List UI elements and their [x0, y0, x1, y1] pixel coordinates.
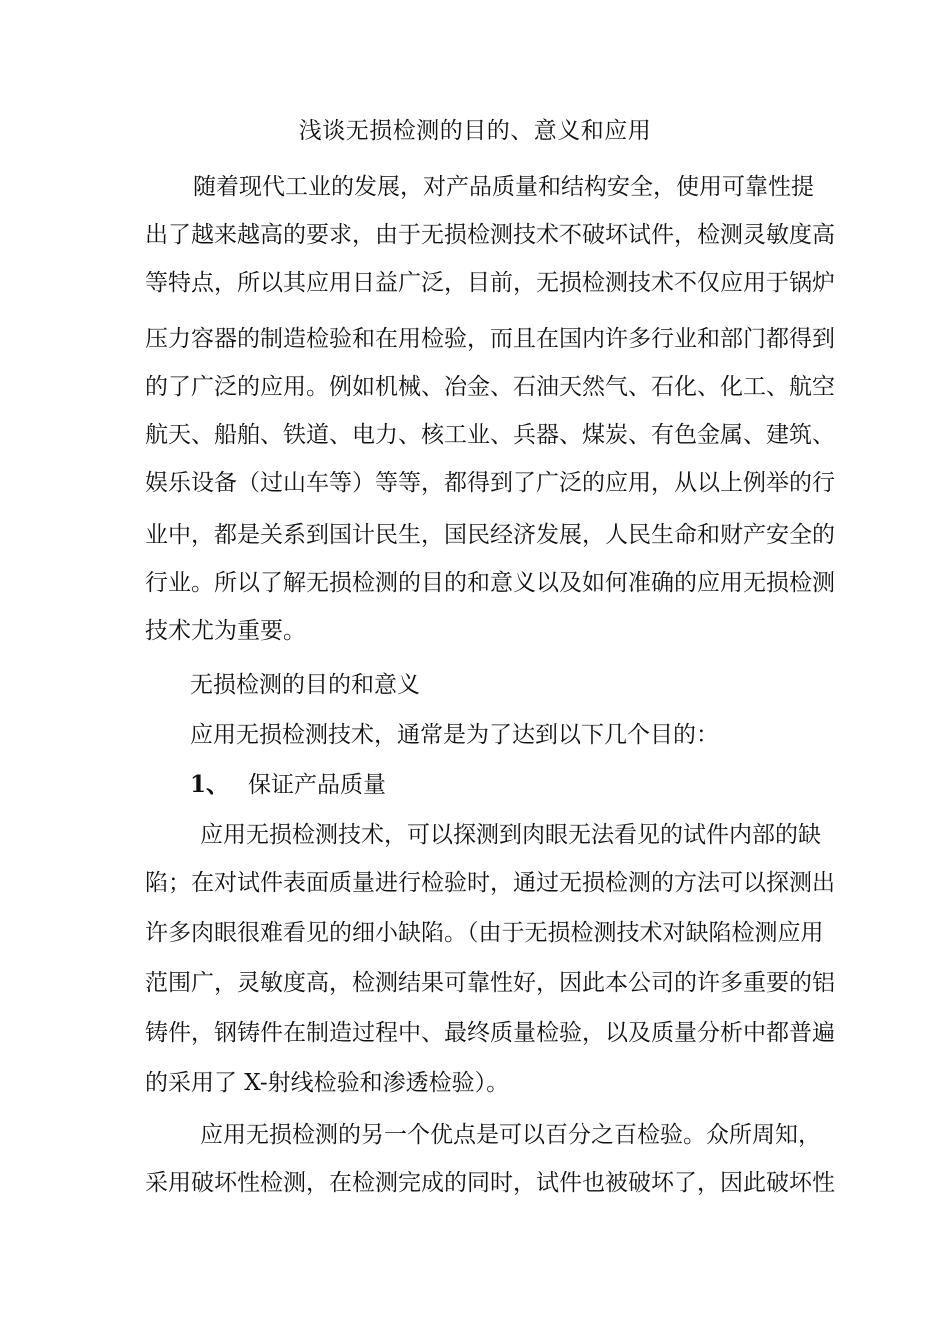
paragraph-line: 的了广泛的应用。例如机械、冶金、石油天然气、石化、化工、航空	[145, 374, 835, 400]
paragraph-line: 技术尤为重要。	[145, 618, 306, 644]
paragraph-line: 航天、船舶、铁道、电力、核工业、兵器、煤炭、有色金属、建筑、	[145, 422, 835, 448]
paragraph-line: 行业。所以了解无损检测的目的和意义以及如何准确的应用无损检测	[145, 570, 835, 596]
paragraph-line: 陷；在对试件表面质量进行检验时，通过无损检测的方法可以探测出	[145, 870, 835, 896]
section-heading: 无损检测的目的和意义	[190, 672, 420, 698]
paragraph-line: 采用破坏性检测，在检测完成的同时，试件也被破坏了，因此破坏性	[145, 1170, 835, 1196]
paragraph-line: 铸件，钢铸件在制造过程中、最终质量检验，以及质量分析中都普遍	[145, 1020, 835, 1046]
paragraph-line: 等特点，所以其应用日益广泛，目前，无损检测技术不仅应用于锅炉	[145, 270, 835, 296]
paragraph-line: 随着现代工业的发展，对产品质量和结构安全，使用可靠性提	[193, 174, 814, 200]
list-item-label: 保证产品质量	[248, 772, 386, 798]
paragraph-line: 压力容器的制造检验和在用检验，而且在国内许多行业和部门都得到	[145, 326, 835, 352]
list-item	[190, 768, 386, 802]
list-item-number: 1、	[190, 771, 230, 798]
paragraph-line: 范围广，灵敏度高，检测结果可靠性好，因此本公司的许多重要的铝	[145, 970, 835, 996]
paragraph-line: 娱乐设备（过山车等）等等，都得到了广泛的应用，从以上例举的行	[145, 470, 835, 496]
paragraph-line: 应用无损检测技术，可以探测到肉眼无法看见的试件内部的缺	[200, 822, 821, 848]
paragraph-line: 应用无损检测的另一个优点是可以百分之百检验。众所周知，	[200, 1122, 821, 1148]
document-title: 浅谈无损检测的目的、意义和应用	[298, 118, 652, 144]
paragraph-line: 许多肉眼很难看见的细小缺陷。（由于无损检测技术对缺陷检测应用	[145, 920, 824, 946]
paragraph-line: 出了越来越高的要求，由于无损检测技术不破坏试件，检测灵敏度高	[145, 222, 835, 248]
paragraph-line: 的采用了 X-射线检验和渗透检验）。	[145, 1070, 510, 1096]
intro-line: 应用无损检测技术，通常是为了达到以下几个目的：	[190, 722, 719, 748]
paragraph-line: 业中，都是关系到国计民生，国民经济发展，人民生命和财产安全的	[145, 522, 835, 548]
